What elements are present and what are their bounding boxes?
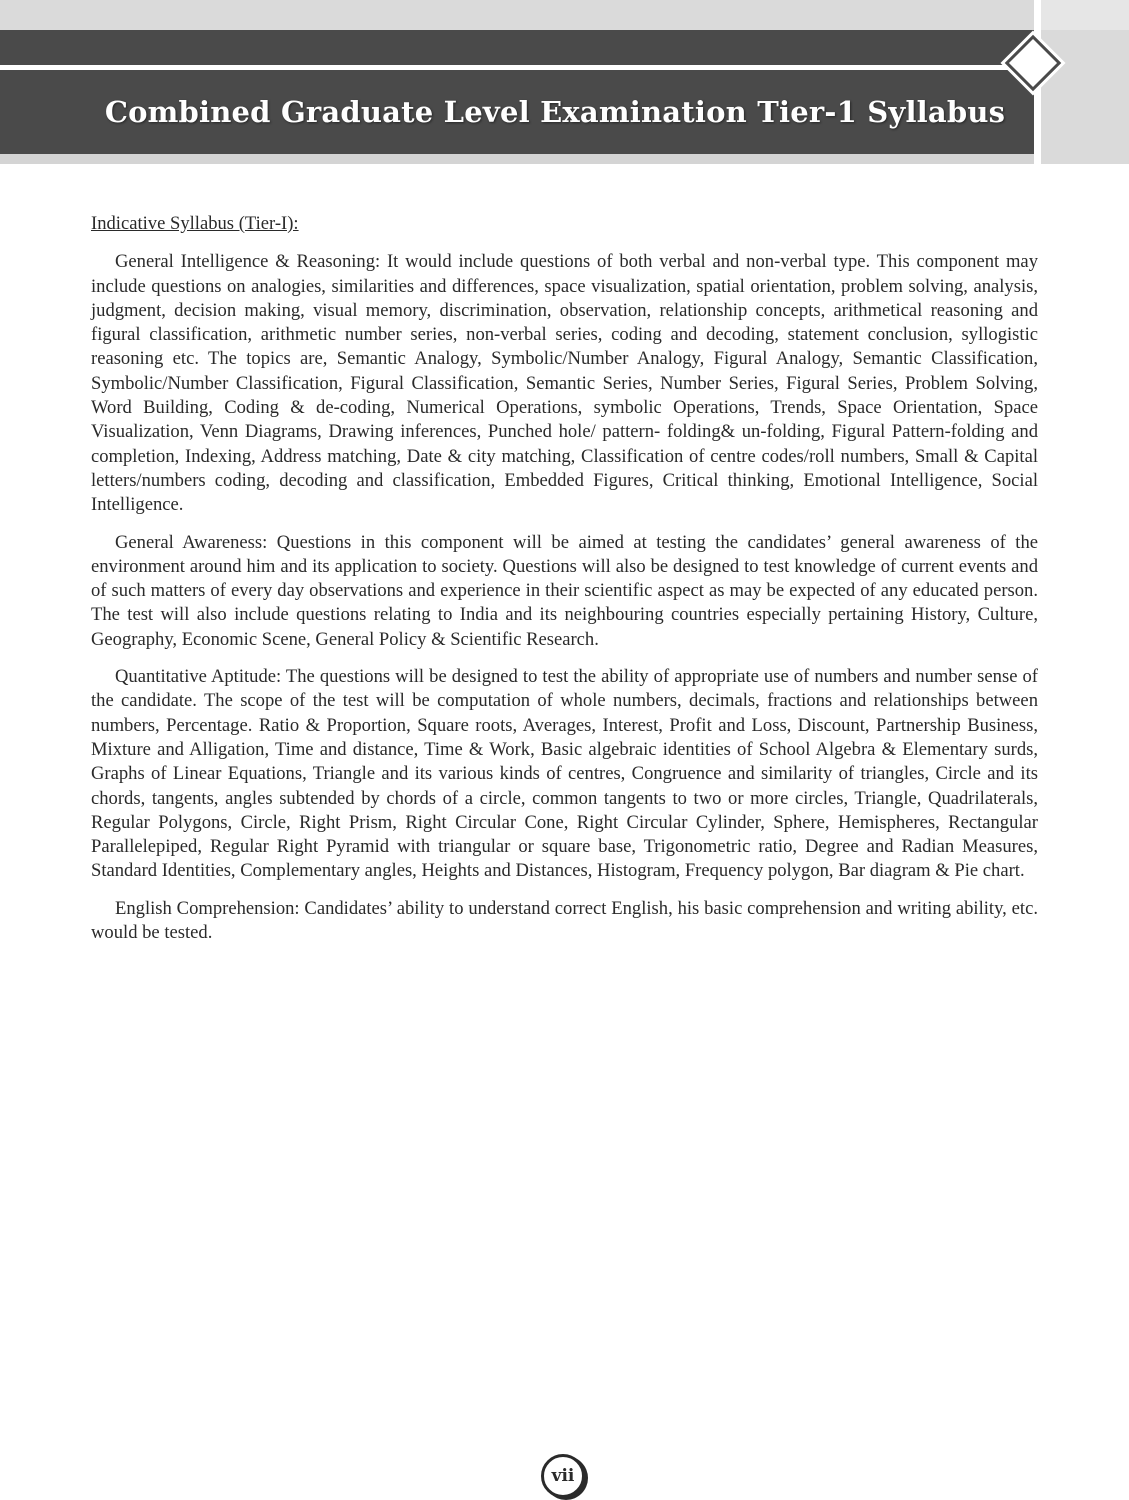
section-heading: Indicative Syllabus (Tier-I): <box>91 213 299 234</box>
syllabus-content <box>91 212 1038 958</box>
header-side-bar-top <box>1041 0 1129 30</box>
paragraph-quantitative-aptitude: Quantitative Aptitude: The questions will be designed to test the ability of appropriate use of numbers and number sense of the candidate. The scope of the test will be computation of whole numbers, decimals, fractions and relationships between numbers, Percentage. Ratio & Proportion, Square roots, Averages, Interest, Profit and Loss, Discount, Partnership Business, Mixture and Alligation, Time and distance, Time & Work, Basic algebraic identities of School Algebra & Elementary surds, Graphs of Linear Equations, Triangle and its various kinds of centres, Congruence and similarity of triangles, Circle and its chords, tangents, angles subtended by chords of a circle, common tangents to two or more circles, Triangle, Quadrilaterals, Regular Polygons, Circle, Right Prism, Right Circular Cone, Right Circular Cylinder, Sphere, Hemispheres, Rectangular Parallelepiped, Regular Right Pyramid with triangular or square base, Trigonometric ratio, Degree and Radian Measures, Standard Identities, Complementary angles, Heights and Distances, Histogram, Frequency polygon, Bar diagram & Pie chart. <box>91 666 1038 882</box>
header-top-band <box>0 0 1129 30</box>
paragraph-general-awareness: General Awareness: Questions in this component will be aimed at testing the candidates’ general awareness of the environment around him and its application to society. Questions will also be designed to test knowledge of current events and of such matters of every day observations and experience in their scientific aspect as may be expected of any educated person. The test will also include questions relating to India and its neighbouring countries especially pertaining History, Culture, Geography, Economic Scene, General Policy & Scientific Research. <box>91 531 1038 650</box>
paragraph-general-intelligence: General Intelligence & Reasoning: It would include questions of both verbal and non-verbal type. This component may include questions on analogies, similarities and differences, space visualization, spatial orientation, problem solving, analysis, judgment, decision making, visual memory, discrimination, observation, relationship concepts, arithmetical reasoning and figural classification, arithmetic number series, non-verbal series, coding and decoding, statement conclusion, syllogistic reasoning etc. The topics are, Semantic Analogy, Symbolic/Number Analogy, Figural Analogy, Semantic Classification, Symbolic/Number Classification, Figural Classification, Semantic Series, Number Series, Figural Series, Problem Solving, Word Building, Coding & de-coding, Numerical Operations, symbolic Operations, Trends, Space Orientation, Space Visualization, Venn Diagrams, Drawing inferences, Punched hole/ pattern- folding& un-folding, Figural Pattern-folding and completion, Indexing, Address matching, Date & city matching, Classification of centre codes/roll numbers, Small & Capital letters/numbers coding, decoding and classification, Embedded Figures, Critical thinking, Emotional Intelligence, Social Intelligence. <box>91 251 1038 516</box>
header-bottom-band <box>0 154 1034 164</box>
page-title: Combined Graduate Level Examination Tier-1 Syllabus <box>104 95 1006 129</box>
paragraph-english-comprehension: English Comprehension: Candidates’ ability to understand correct English, his basic comprehension and writing ability, etc. would be tested. <box>91 897 1038 944</box>
page-number: vii <box>551 1466 575 1486</box>
header-dark-band <box>0 30 1034 65</box>
page-number-badge <box>541 1454 585 1498</box>
